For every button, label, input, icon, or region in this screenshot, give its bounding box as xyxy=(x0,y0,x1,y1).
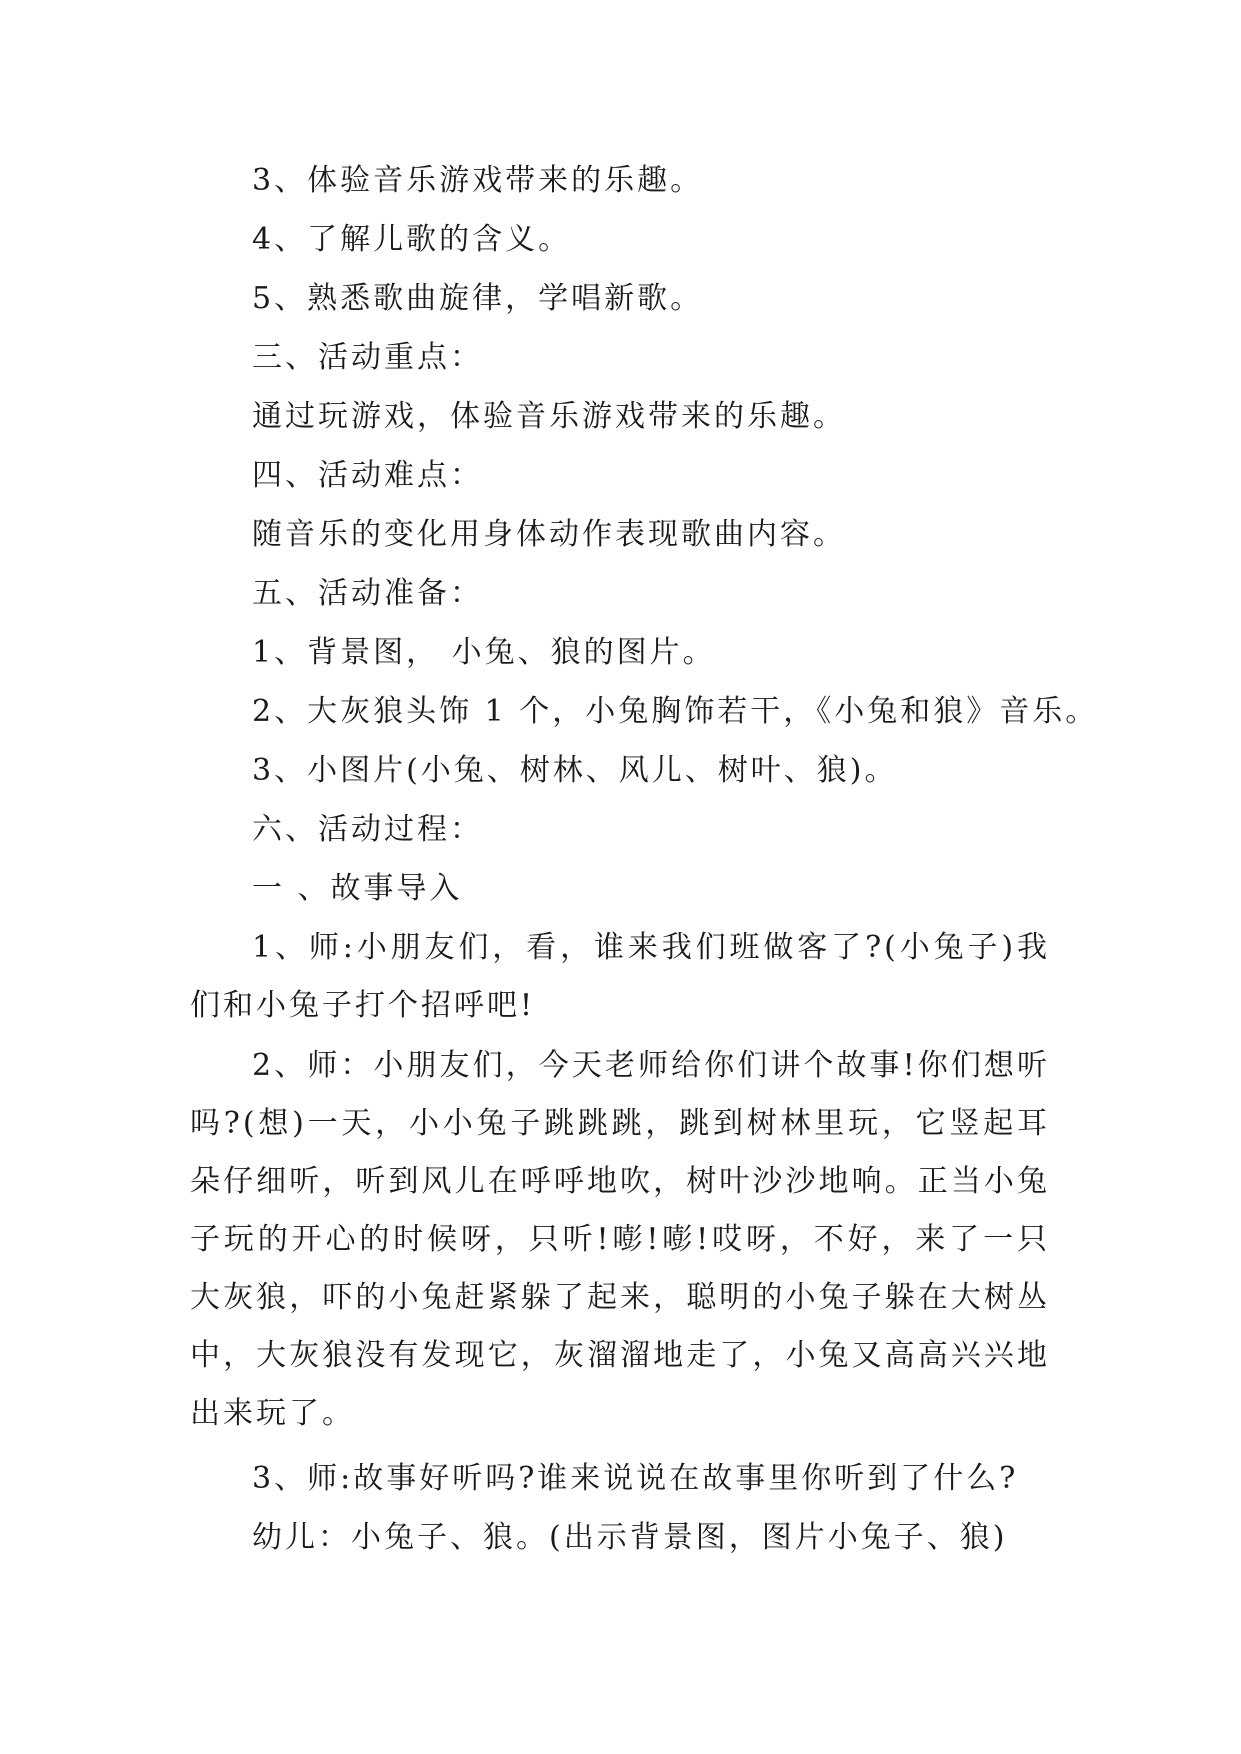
section-heading: 四、活动难点： xyxy=(252,458,483,493)
text-line: 5、熟悉歌曲旋律，学唱新歌。 xyxy=(252,281,704,316)
text-line: 随音乐的变化用身体动作表现歌曲内容。 xyxy=(252,517,846,552)
text-line: 3、体验音乐游戏带来的乐趣。 xyxy=(252,163,704,198)
text-line: 3、师:故事好听吗?谁来说说在故事里你听到了什么? xyxy=(252,1461,1019,1496)
subsection-heading: 一 、故事导入 xyxy=(252,871,463,906)
section-heading: 六、活动过程： xyxy=(252,812,483,847)
paragraph: 2、师：小朋友们，今天老师给你们讲个故事!你们想听吗?(想)一天，小小兔子跳跳跳，跳到树林里玩，它竖起耳朵仔细听，听到风儿在呼呼地吹，树叶沙沙地响。正当小兔子玩的开心的时候呀，只听!嘭!嘭!哎呀，不好，来了一只大灰狼，吓的小兔赶紧躲了起来，聪明的小兔子躲在大树丛中，大灰狼没有发现它，灰溜溜地走了，小兔又高高兴兴地出来玩了。 xyxy=(190,1048,1050,1431)
paragraph: 1、师:小朋友们，看，谁来我们班做客了?(小兔子)我们和小兔子打个招呼吧! xyxy=(190,930,1050,1023)
text-line: 通过玩游戏，体验音乐游戏带来的乐趣。 xyxy=(252,399,846,434)
text-line: 4、了解儿歌的含义。 xyxy=(252,222,572,257)
text-line: 1、背景图， 小兔、狼的图片。 xyxy=(252,635,716,670)
text-line: 3、小图片(小兔、树林、风儿、树叶、狼)。 xyxy=(252,753,898,788)
text-line: 2、大灰狼头饰 1 个，小兔胸饰若干，《小兔和狼》音乐。 xyxy=(252,694,1099,729)
section-heading: 三、活动重点： xyxy=(252,340,483,375)
text-line: 幼儿：小兔子、狼。(出示背景图，图片小兔子、狼) xyxy=(252,1520,1008,1555)
section-heading: 五、活动准备： xyxy=(252,576,483,611)
